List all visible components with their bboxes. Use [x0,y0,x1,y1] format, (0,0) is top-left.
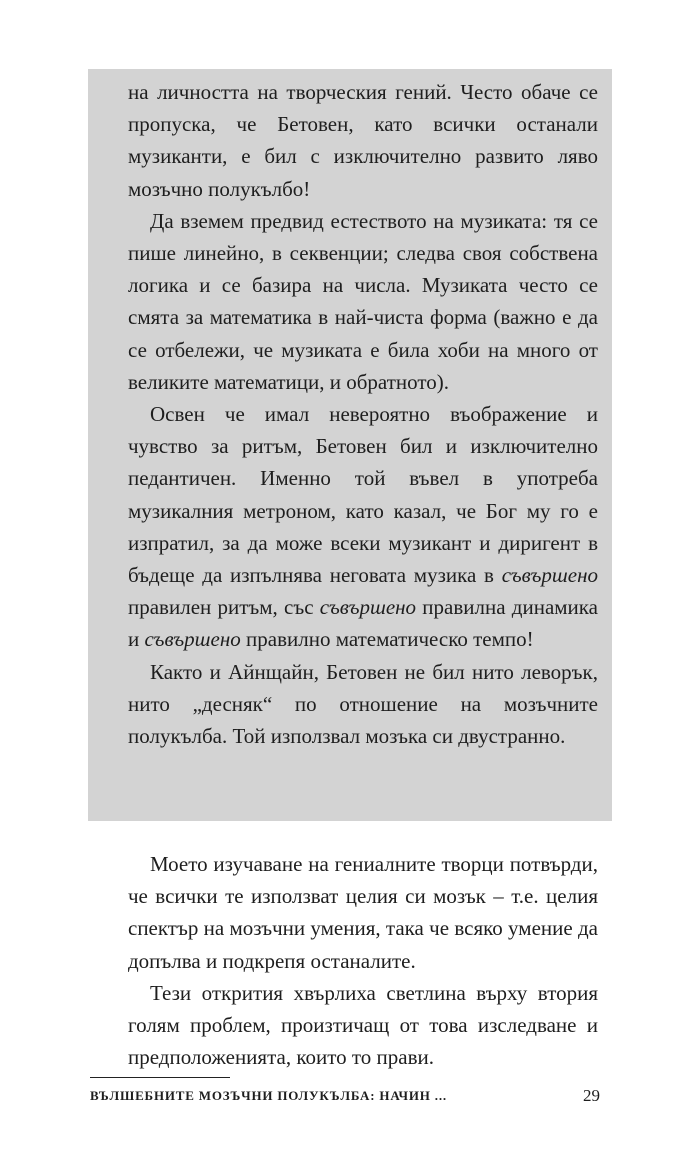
emphasis-perfect-1: съвършено [501,563,598,588]
page-number: 29 [583,1086,600,1105]
body-paragraph-2: Тези открития хвърлиха светлина върху втория голям проблем, произтичащ от това изследване и предположенията, които то прави. [128,980,598,1070]
emphasis-perfect-3: съвършено [144,627,241,652]
sidebar-p3-text-d: правилно математическо темпо! [240,627,534,652]
emphasis-perfect-2: съвършено [319,595,417,620]
sidebar-paragraph-4: Както и Айнщайн, Бетовен не бил нито левоpък, нито „десняк“ по отношение на мозъчните полукълба. Той използвал мозъка си двустранно. [128,659,598,749]
sidebar-p3-text-c: правилна динамика и [128,595,598,652]
body-paragraph-1: Моето изучаване на гениалните творци потвърди, че всички те използват целия си мозък – т.е. целия спектър на мозъчни умения, така че всяко умение да допълва и подкрепя останалите. [128,852,598,973]
body-text [128,848,598,1073]
sidebar-p3-text-b: правилен ритъм, със [128,595,320,620]
footer-rule [90,1077,230,1078]
sidebar-text [128,76,598,752]
sidebar-paragraph-3 [128,398,598,656]
sidebar-p3-text-a: Освен че имал невероятно въображение и чувство за ритъм, Бетовен бил и изключително педантичен. Именно той въвел в употреба музикалния метроном, като казал, че Бог му го е изпратил, за да може всеки музикант и диригент в бъдеще да изпълнява неговата музика в [128,402,598,588]
running-title: ВЪЛШЕБНИТЕ МОЗЪЧНИ ПОЛУКЪЛБА: НАЧИН ... [90,1088,447,1103]
sidebar-paragraph-2: Да вземем предвид естеството на музиката: тя се пише линейно, в секвенции; следва своя собствена логика и се базира на числа. Музиката често се смята за математика в най-чиста форма (важно е да се отбележи, че музиката е била хоби на много от великите математици, и обратното). [128,208,598,394]
sidebar-paragraph-1: на личността на творческия гений. Често обаче се пропуска, че Бетовен, като всички останали музиканти, е бил с изключително развито ляво мозъчно полукълбо! [128,80,598,201]
page-footer [90,1081,600,1111]
